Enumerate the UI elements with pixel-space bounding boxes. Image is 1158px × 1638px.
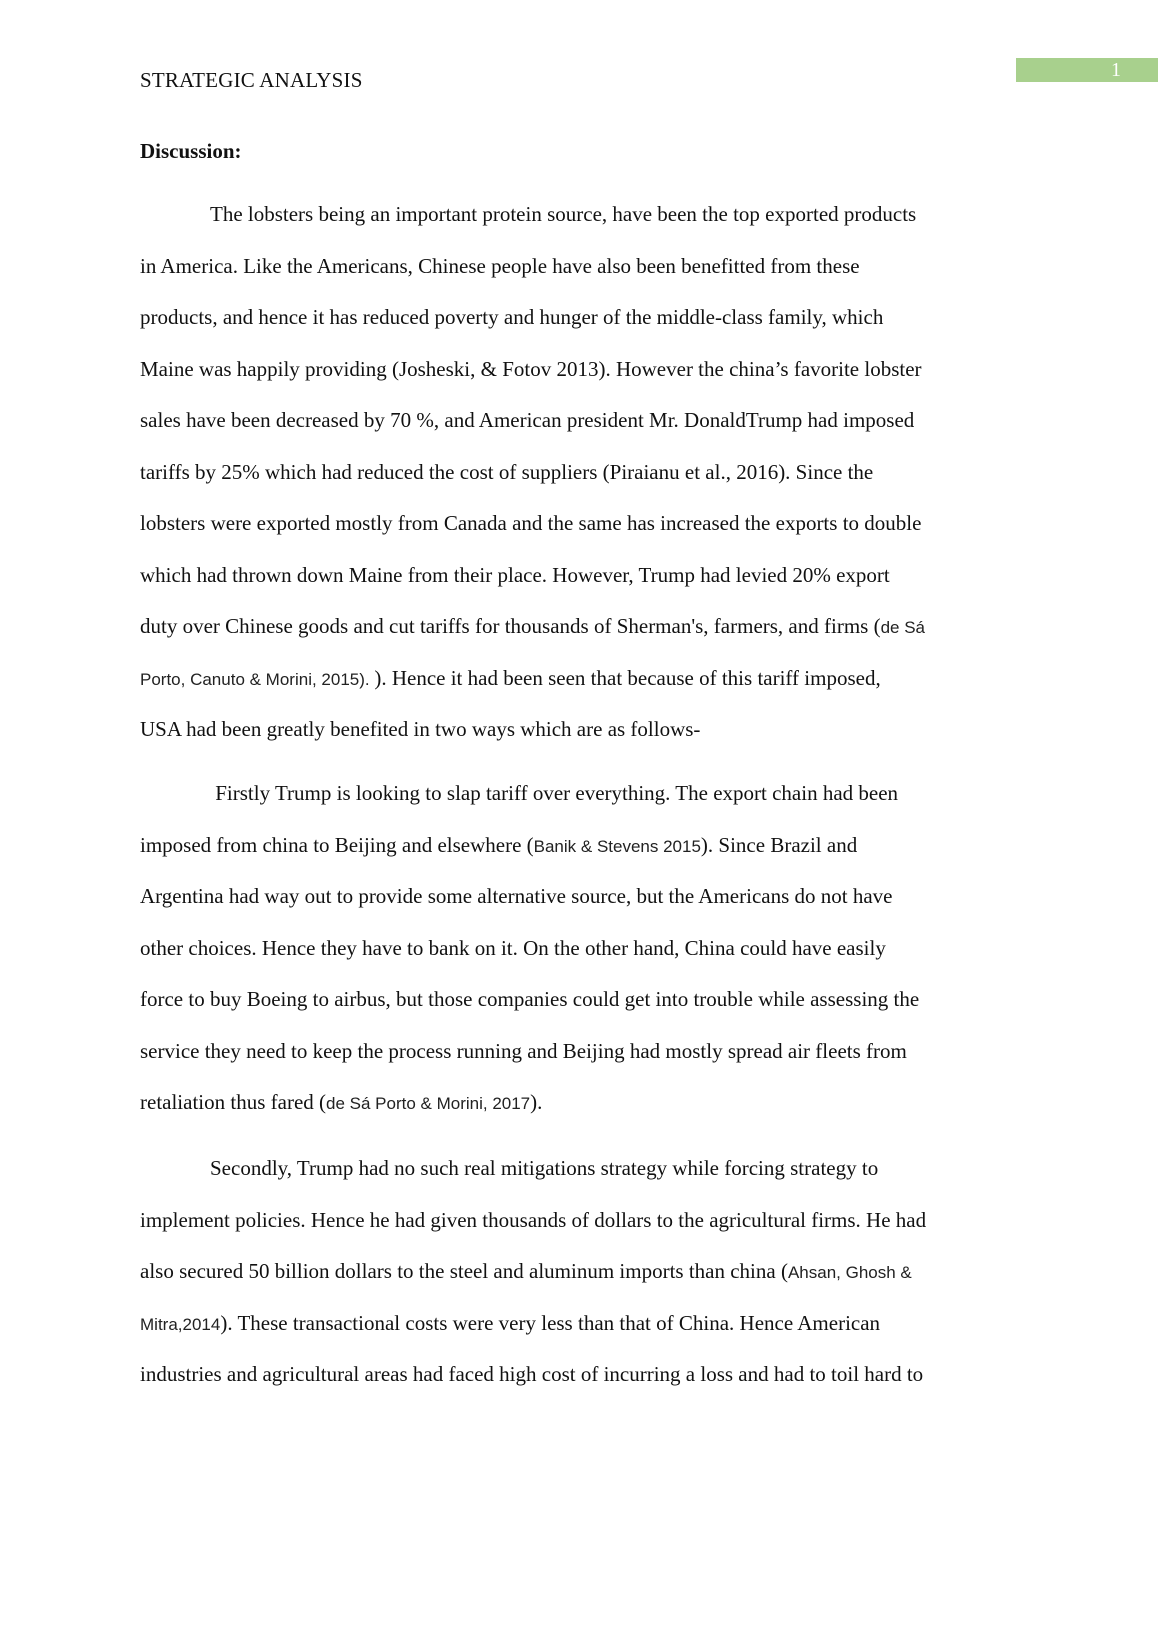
text-line	[140, 935, 886, 961]
text-run: which had thrown down Maine from their place. However, Trump had levied 20% export	[140, 562, 890, 587]
text-run: force to buy Boeing to airbus, but those companies could get into trouble while assessing the	[140, 987, 920, 1011]
text-run: ). These transactional costs were very less than that of China. Hence American	[220, 1310, 881, 1335]
text-line	[210, 1155, 878, 1181]
citation-text: Porto, Canuto & Morini, 2015).	[140, 669, 375, 689]
text-line	[210, 780, 898, 806]
text-line	[140, 356, 922, 382]
text-run: imposed from china to Beijing and elsewhere (	[140, 832, 534, 857]
text-line	[140, 986, 919, 1012]
text-run: Argentina had way out to provide some alternative source, but the Americans do not have	[140, 884, 893, 908]
text-run: products, and hence it has reduced poverty and hunger of the middle-class family, which	[140, 305, 884, 329]
section-heading: Discussion:	[140, 139, 242, 163]
text-line	[140, 510, 921, 536]
text-run: The lobsters being an important protein source, have been the top exported products	[210, 202, 917, 226]
text-line	[140, 1361, 923, 1387]
text-line	[140, 562, 890, 588]
text-line	[140, 459, 873, 485]
citation-text: Mitra,2014	[140, 1314, 221, 1334]
text-line	[140, 407, 914, 433]
citation-text: Banik & Stevens 2015	[533, 836, 701, 856]
running-head: STRATEGIC ANALYSIS	[140, 68, 363, 92]
citation-text: de Sá	[880, 618, 926, 637]
text-run: lobsters were exported mostly from Canada and the same has increased the exports to double	[140, 511, 922, 535]
text-line	[140, 716, 700, 742]
text-line	[140, 1258, 912, 1286]
text-run: also secured 50 billion dollars to the steel and aluminum imports than china (	[140, 1259, 788, 1283]
text-run: retaliation thus fared (	[140, 1090, 327, 1114]
text-run: Secondly, Trump had no such real mitigations strategy while forcing strategy to	[210, 1156, 879, 1180]
text-line	[140, 832, 857, 860]
text-line	[140, 1207, 926, 1233]
text-line	[210, 201, 916, 227]
text-line	[140, 665, 881, 693]
text-run: implement policies. Hence he had given thousands of dollars to the agricultural firms. He had	[140, 1207, 927, 1232]
text-line	[140, 1310, 880, 1338]
text-run: USA had been greatly benefited in two ways which are as follows-	[140, 717, 701, 741]
text-run: tariffs by 25% which had reduced the cost of suppliers (Piraianu et al., 2016). Since the	[140, 459, 874, 484]
text-run: Maine was happily providing (Josheski, & Fotov 2013). However the china’s favorite lobster	[140, 356, 922, 381]
text-line	[140, 1038, 907, 1064]
text-line	[140, 253, 860, 279]
text-run: in America. Like the Americans, Chinese people have also been benefitted from these	[140, 253, 860, 278]
text-run: ).	[530, 1090, 543, 1114]
text-run: Firstly Trump is looking to slap tariff over everything. The export chain had been	[210, 781, 899, 805]
text-run: industries and agricultural areas had faced high cost of incurring a loss and had to toil hard to	[140, 1362, 924, 1386]
text-line	[140, 304, 883, 330]
text-run: ). Hence it had been seen that because of this tariff imposed,	[374, 665, 881, 690]
text-run: ). Since Brazil and	[700, 832, 858, 857]
text-line	[140, 613, 925, 641]
text-line	[140, 1089, 542, 1117]
citation-text: Ahsan, Ghosh &	[787, 1263, 912, 1282]
citation-text: de Sá Porto & Morini, 2017	[326, 1094, 531, 1113]
page-number: 1	[1016, 58, 1158, 82]
text-run: other choices. Hence they have to bank on it. On the other hand, China could have easily	[140, 935, 886, 960]
text-run: service they need to keep the process running and Beijing had mostly spread air fleets from	[140, 1038, 907, 1063]
text-run: duty over Chinese goods and cut tariffs for thousands of Sherman's, farmers, and firms (	[140, 614, 881, 638]
text-run: sales have been decreased by 70 %, and American president Mr. DonaldTrump had imposed	[140, 408, 915, 432]
text-line	[140, 883, 892, 909]
